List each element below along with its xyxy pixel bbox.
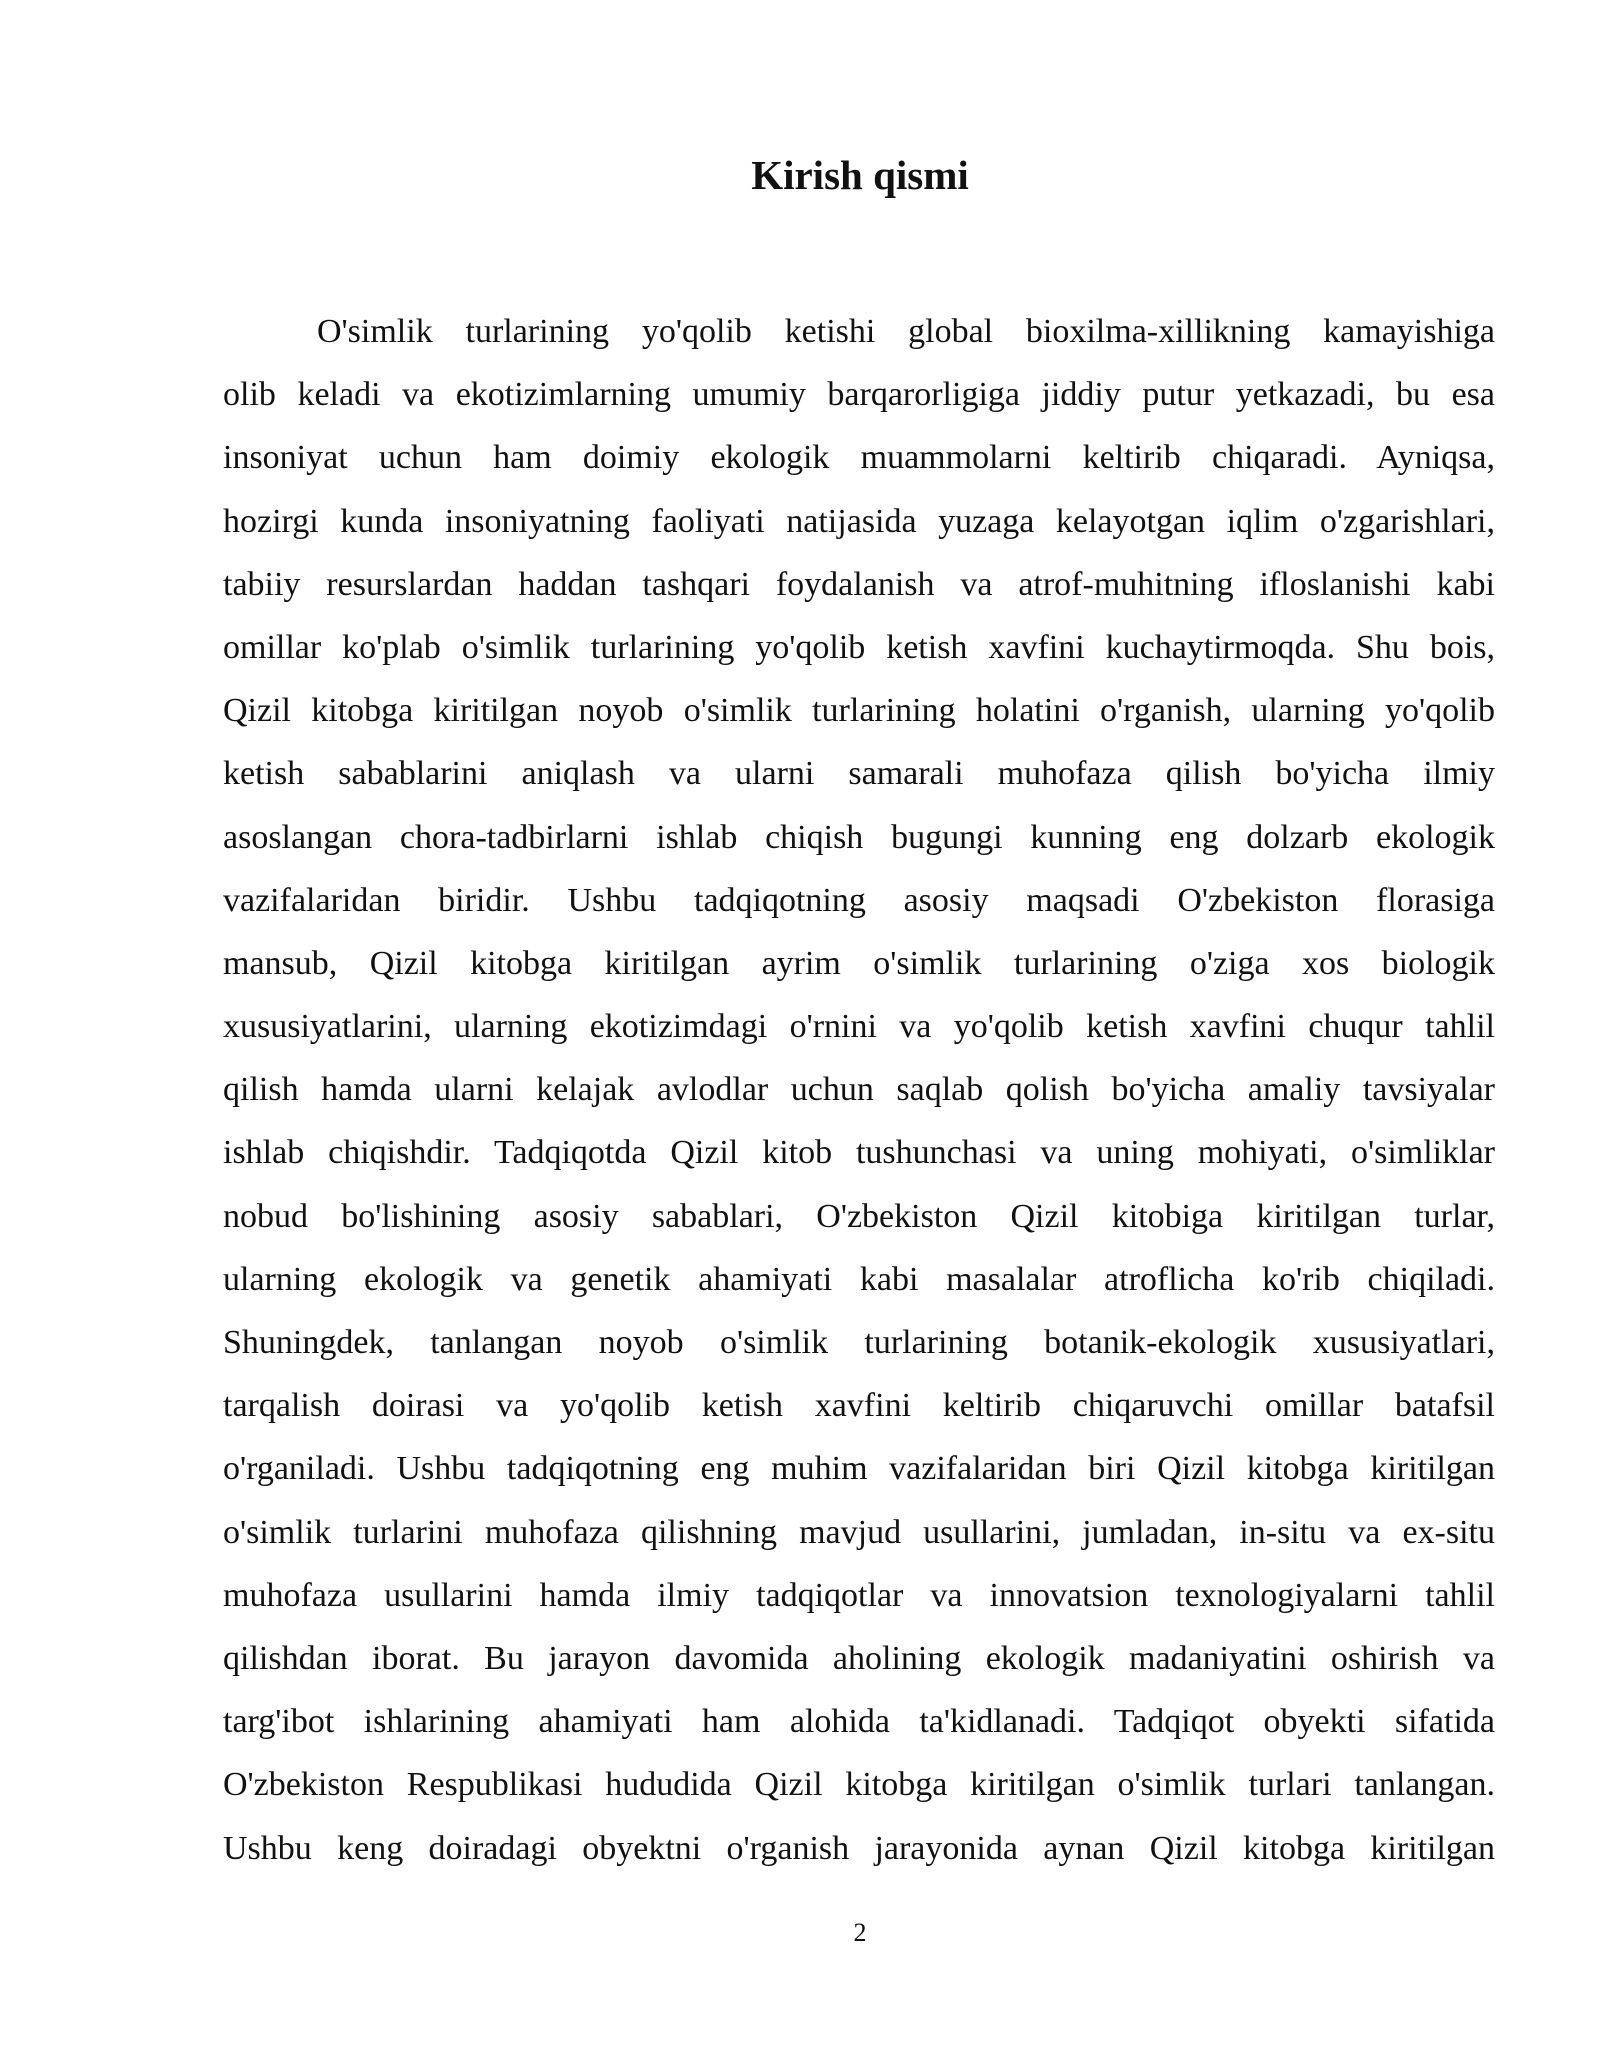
paragraph-line: ketish sabablarini aniqlash va ularni samarali muhofaza qilish bo'yicha ilmiy	[223, 755, 1495, 793]
paragraph-line: o'rganiladi. Ushbu tadqiqotning eng muhim vazifalaridan biri Qizil kitobga kiritilgan	[223, 1450, 1495, 1488]
section-title: Kirish qismi	[751, 152, 969, 198]
paragraph-line: muhofaza usullarini hamda ilmiy tadqiqotlar va innovatsion texnologiyalarni tahlil	[223, 1576, 1495, 1614]
page-number: 2	[853, 1918, 867, 1947]
paragraph-line: mansub, Qizil kitobga kiritilgan ayrim o'simlik turlarining o'ziga xos biologik	[223, 944, 1495, 982]
paragraph-line: ularning ekologik va genetik ahamiyati kabi masalalar atroflicha ko'rib chiqiladi.	[223, 1260, 1495, 1298]
paragraph-line: Ushbu keng doiradagi obyektni o'rganish jarayonida aynan Qizil kitobga kiritilgan	[223, 1829, 1495, 1867]
paragraph-line: tabiiy resurslardan haddan tashqari foydalanish va atrof-muhitning ifloslanishi kabi	[223, 565, 1495, 603]
paragraph-line: qilishdan iborat. Bu jarayon davomida aholining ekologik madaniyatini oshirish va	[223, 1639, 1495, 1677]
paragraph-line: insoniyat uchun ham doimiy ekologik muammolarni keltirib chiqaradi. Ayniqsa,	[223, 439, 1495, 477]
body-paragraph	[223, 309, 1495, 1889]
paragraph-line: olib keladi va ekotizimlarning umumiy barqarorligiga jiddiy putur yetkazadi, bu esa	[223, 376, 1495, 414]
paragraph-line: Qizil kitobga kiritilgan noyob o'simlik turlarining holatini o'rganish, ularning yo'qolib	[223, 692, 1495, 730]
paragraph-line: qilish hamda ularni kelajak avlodlar uchun saqlab qolish bo'yicha amaliy tavsiyalar	[223, 1071, 1495, 1109]
paragraph-line: O'zbekiston Respublikasi hududida Qizil kitobga kiritilgan o'simlik turlari tanlangan.	[223, 1766, 1495, 1804]
paragraph-line: omillar ko'plab o'simlik turlarining yo'qolib ketish xavfini kuchaytirmoqda. Shu bois,	[223, 628, 1495, 666]
paragraph-line: nobud bo'lishining asosiy sabablari, O'zbekiston Qizil kitobiga kiritilgan turlar,	[223, 1197, 1495, 1235]
paragraph-line: asoslangan chora-tadbirlarni ishlab chiqish bugungi kunning eng dolzarb ekologik	[223, 818, 1495, 856]
paragraph-line: tarqalish doirasi va yo'qolib ketish xavfini keltirib chiqaruvchi omillar batafsil	[223, 1387, 1495, 1425]
paragraph-line: vazifalaridan biridir. Ushbu tadqiqotning asosiy maqsadi O'zbekiston florasiga	[223, 881, 1495, 919]
paragraph-line: O'simlik turlarining yo'qolib ketishi global bioxilma-xillikning kamayishiga	[317, 313, 1495, 350]
paragraph-line: ishlab chiqishdir. Tadqiqotda Qizil kitob tushunchasi va uning mohiyati, o'simliklar	[223, 1134, 1495, 1172]
paragraph-line: targ'ibot ishlarining ahamiyati ham alohida ta'kidlanadi. Tadqiqot obyekti sifatida	[223, 1703, 1495, 1741]
paragraph-line: Shuningdek, tanlangan noyob o'simlik turlarining botanik-ekologik xususiyatlari,	[223, 1324, 1495, 1361]
paragraph-line: hozirgi kunda insoniyatning faoliyati natijasida yuzaga kelayotgan iqlim o'zgarishlari,	[223, 502, 1495, 540]
paragraph-line: o'simlik turlarini muhofaza qilishning mavjud usullarini, jumladan, in-situ va ex-situ	[223, 1513, 1495, 1551]
paragraph-line: xususiyatlarini, ularning ekotizimdagi o'rnini va yo'qolib ketish xavfini chuqur tahlil	[223, 1008, 1495, 1046]
